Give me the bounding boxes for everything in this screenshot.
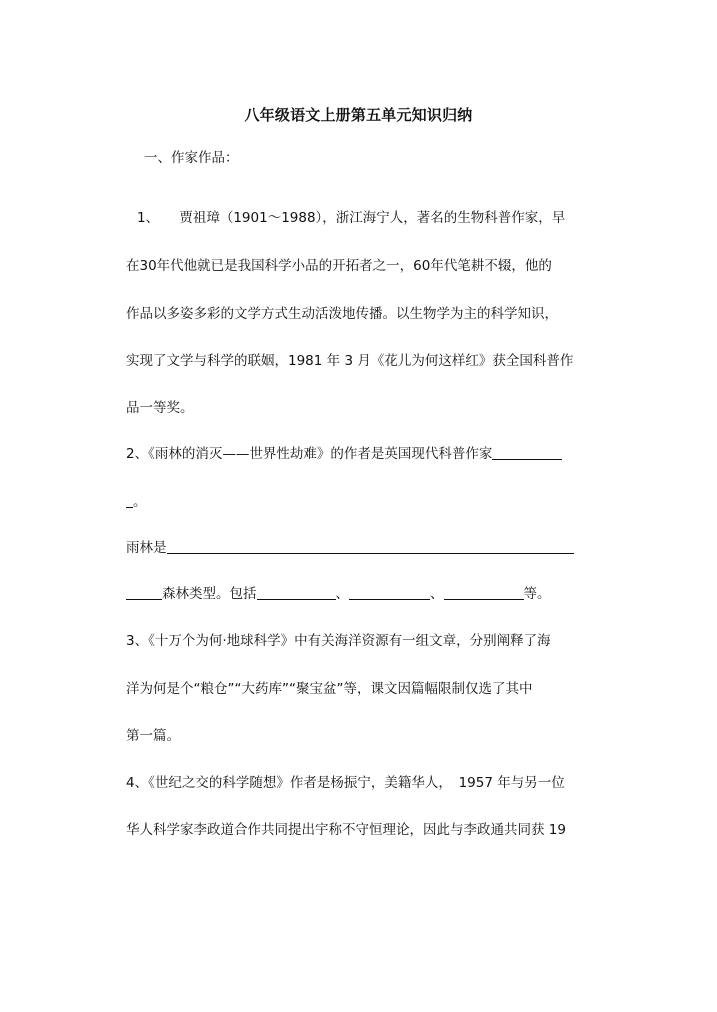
- item2-forest-types-text: 森林类型。包括: [162, 586, 257, 602]
- fill-blank-author-continued[interactable]: [126, 493, 133, 508]
- item1-line2: 在30年代他就已是我国科学小品的开拓者之一，60年代笔耕不辍，他的: [126, 258, 552, 274]
- item3-line3: 第一篇。: [126, 728, 180, 744]
- item2-line1: [126, 444, 562, 464]
- item1-line1: 1、 贾祖璋（1901～1988），浙江海宁人，著名的生物科普作家，早: [137, 210, 566, 226]
- item2-line4: [126, 584, 551, 604]
- item2-end: 等。: [523, 586, 551, 602]
- item1-line5: 品一等奖。: [126, 400, 194, 416]
- item1-line4: 实现了文学与科学的联姻，1981 年 3 月《花儿为何这样红》获全国科普作: [126, 353, 574, 369]
- fill-blank-type-2[interactable]: [349, 585, 430, 600]
- document-title: 八年级语文上册第五单元知识归纳: [244, 106, 473, 124]
- item4-line1: 4、《世纪之交的科学随想》作者是杨振宁，美籍华人， 1957 年与另一位: [126, 775, 565, 791]
- item2-rainforest-prefix: 雨林是: [126, 540, 167, 556]
- item4-line2: 华人科学家李政道合作共同提出宇称不守恒理论，因此与李政通共同获 19: [126, 822, 566, 838]
- item2-period: 。: [133, 494, 147, 510]
- item1-line3: 作品以多姿多彩的文学方式生动活泼地传播。以生物学为主的科学知识，: [126, 306, 558, 322]
- item3-line2: 洋为何是个“粮仓”“大药库”“聚宝盆”等，课文因篇幅限制仅选了其中: [126, 681, 533, 697]
- fill-blank-author[interactable]: [492, 445, 562, 460]
- fill-blank-type-1[interactable]: [257, 585, 336, 600]
- item2-line2: [126, 492, 147, 512]
- item3-line1: 3、《十万个为何·地球科学》中有关海洋资源有一组文章，分别阐释了海: [126, 633, 551, 649]
- item2-separator-2: 、: [430, 586, 444, 602]
- item2-separator-1: 、: [335, 586, 349, 602]
- item2-question-text: 2、《雨林的消灭——世界性劫难》的作者是英国现代科普作家: [126, 446, 493, 462]
- fill-blank-rainforest-definition-continued[interactable]: [126, 585, 162, 600]
- section-heading: 一、作家作品：: [144, 150, 239, 166]
- fill-blank-rainforest-definition[interactable]: [167, 539, 574, 554]
- fill-blank-type-3[interactable]: [444, 585, 524, 600]
- item2-line3: [126, 538, 574, 558]
